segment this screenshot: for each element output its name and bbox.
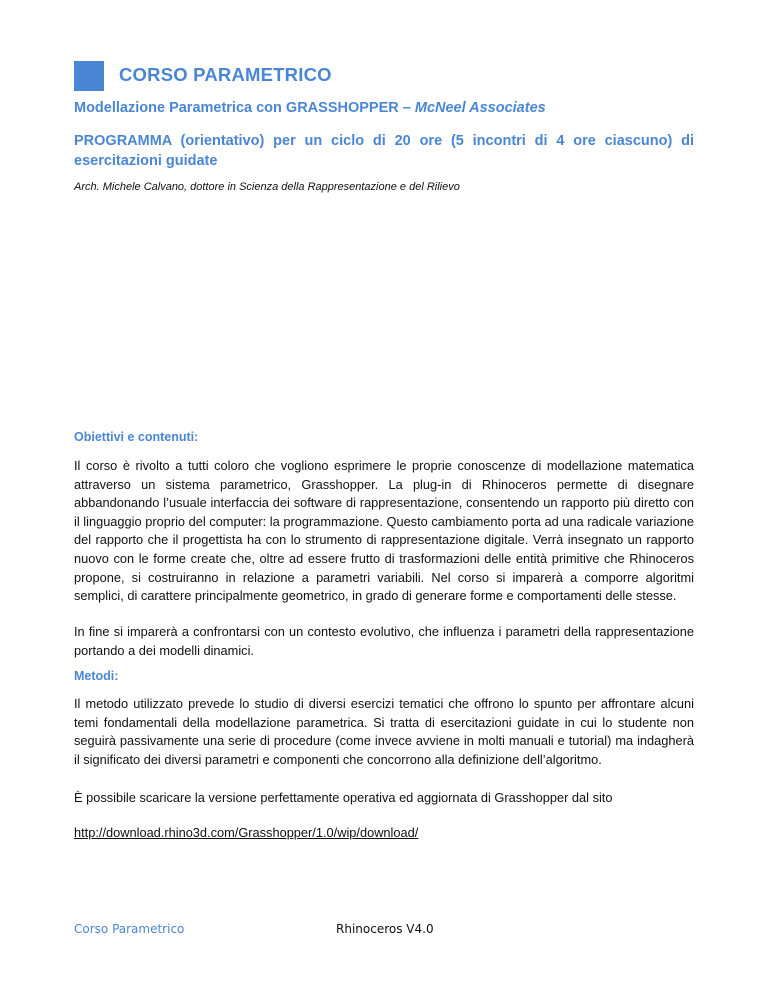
subtitle-text: Modellazione Parametrica con GRASSHOPPER – [74,100,415,116]
grasshopper-download-link[interactable]: http://download.rhino3d.com/Grasshopper/1.0/wip/download/ [74,825,419,840]
objectives-paragraph-2: In fine si imparerà a confrontarsi con un contesto evolutivo, che influenza i parametri della rappresentazione portando a dei modelli dinamici. [74,624,694,658]
program-heading: PROGRAMMA (orientativo) per un ciclo di 20 ore (5 incontri di 4 ore ciascuno) di esercitazioni guidate [74,133,694,169]
header-square-icon [74,61,104,91]
methods-paragraph-2: È possibile scaricare la versione perfettamente operativa ed aggiornata di Grasshopper dal sito [74,790,613,805]
author-line: Arch. Michele Calvano, dottore in Scienza della Rappresentazione e del Rilievo [74,181,460,193]
methods-paragraph-1: Il metodo utilizzato prevede lo studio di diversi esercizi tematici che offrono lo spunto per affrontare alcuni temi fondamentali della modellazione parametrica. Si tratta di esercitazioni guidate in cui lo studente non seguirà passivamente una serie di procedure (come invece avviene in molti manuali e tutorial) ma indagherà il significato dei diversi parametri e componenti che concorrono alla definizione dell’algoritmo. [74,696,694,767]
objectives-heading: Obiettivi e contenuti: [74,430,199,444]
course-subtitle [74,100,546,116]
footer-course-name: Corso Parametrico [74,922,185,936]
subtitle-italic: McNeel Associates [414,100,546,116]
footer-software-version: Rhinoceros V4.0 [336,922,434,936]
methods-heading: Metodi: [74,669,119,683]
objectives-paragraph-1: Il corso è rivolto a tutti coloro che vogliono esprimere le proprie conoscenze di modellazione matematica attraverso un sistema parametrico, Grasshopper. La plug-in di Rhinoceros permette di disegnare abbandonando l’usuale interfaccia dei software di rappresentazione, consentendo un rapporto più diretto con il linguaggio proprio del computer: la programmazione. Questo cambiamento porta ad una radicale variazione del rapporto che il progettista ha con lo strumento di rappresentazione digitale. Verrà insegnato un rapporto nuovo con le forme create che, oltre ad essere frutto di trasformazioni delle entità primitive che Rhinoceros propone, si costruiranno in relazione a parametri variabili. Nel corso si imparerà a comporre algoritmi semplici, di carattere principalmente geometrico, in grado di generare forme e comportamenti delle stesse. [74,458,694,604]
page-title: CORSO PARAMETRICO [119,64,332,85]
